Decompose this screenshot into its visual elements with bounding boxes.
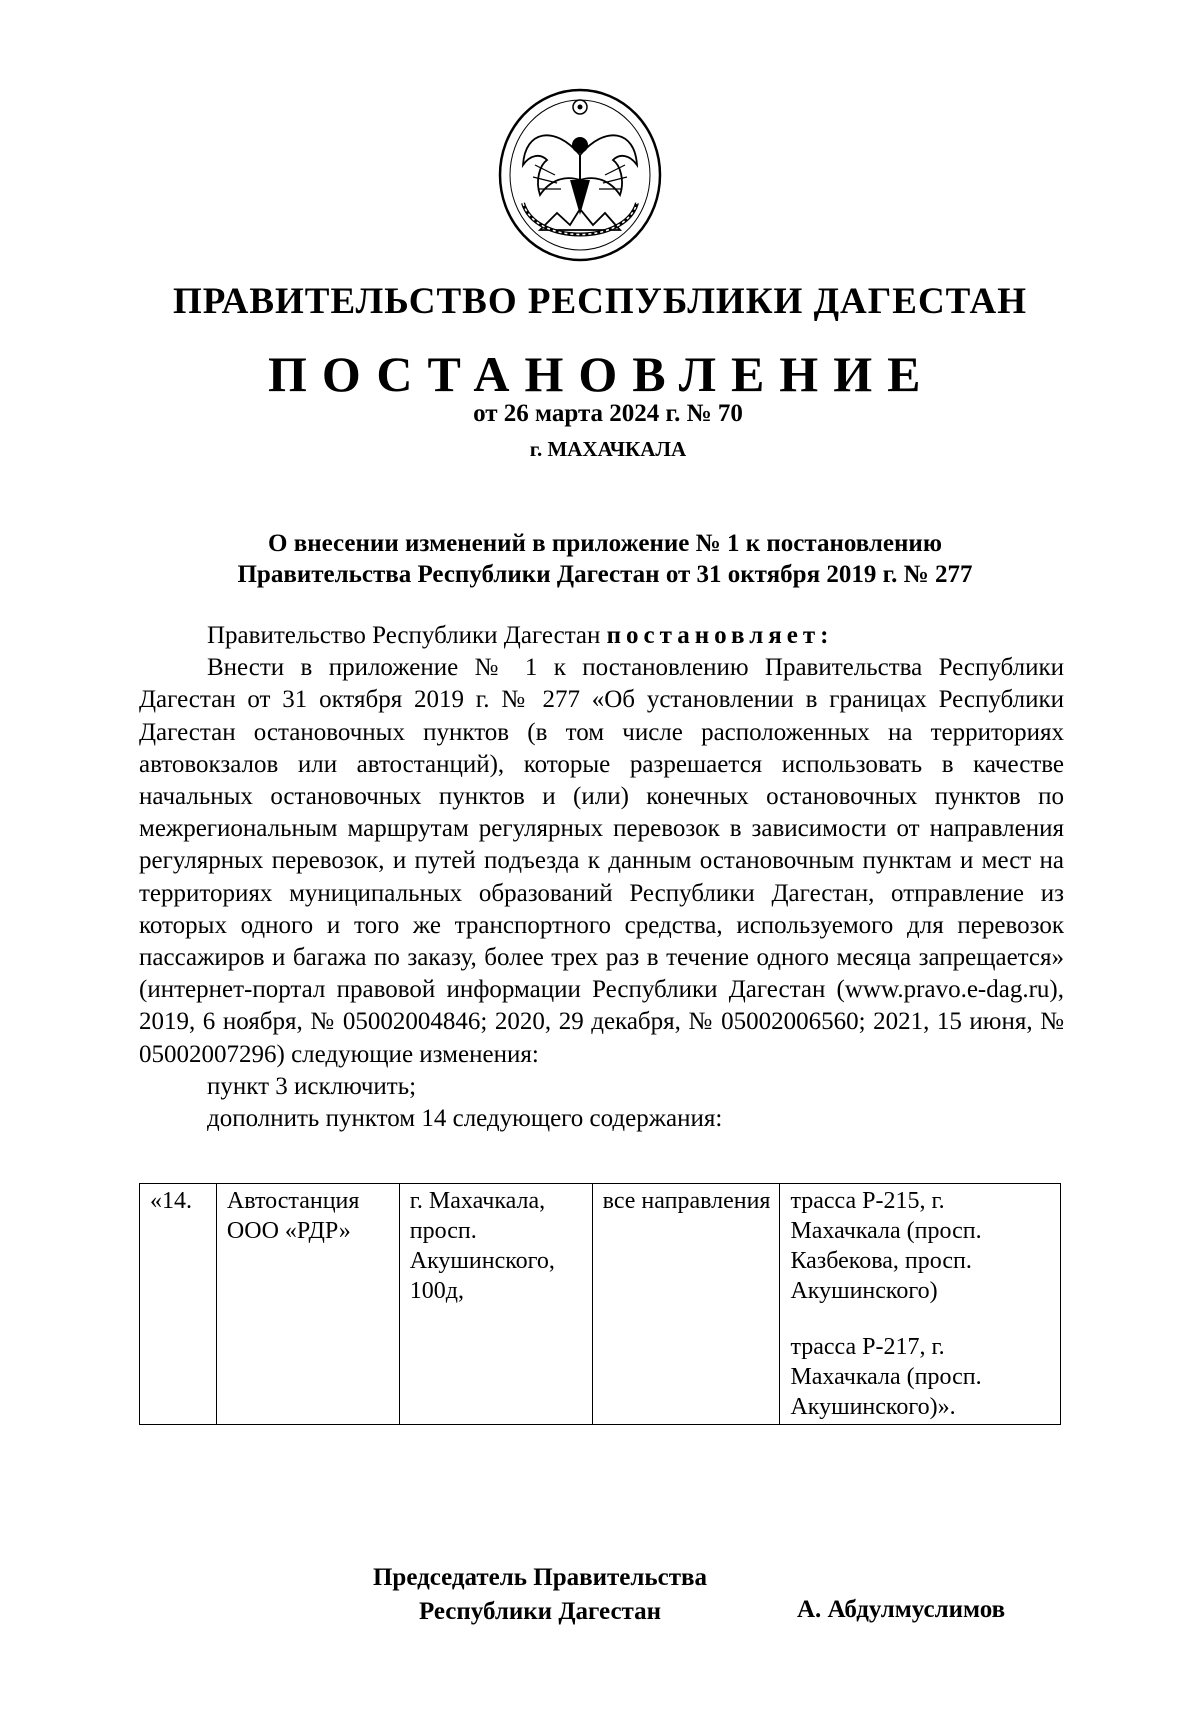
intro-subject: Правительство Республики Дагестан [207, 622, 607, 649]
document-city: г. МАХАЧКАЛА [529, 437, 687, 461]
subject-line-2: Правительства Республики Дагестан от 31 октября 2019 г. № 277 [237, 561, 973, 588]
route-2: трасса Р-217, г. Махачкала (просп. Акушинского)». [790, 1334, 982, 1420]
signer-position-line-2: Республики Дагестан [418, 1598, 662, 1625]
main-paragraph: Внести в приложение № 1 к постановлению Правительства Республики Дагестан от 31 октября 2019 г. № 277 «Об установлении в границах Республики Дагестан остановочных пунктов (в том числе расположенных на территориях автовокзалов или автостанций), которые разрешается использовать в качестве начальных остановочных пунктов и (или) конечных остановочных пунктов по межрегиональным маршрутам регулярных перевозок в зависимости от направления регулярных перевозок, и путей подъезда к данным остановочным пунктам и мест на территориях муниципальных образований Республики Дагестан, отправление из которых одного и того же транспортного средства, используемого для перевозок пассажиров и багажа по заказу, более трех раз в течение одного месяца запрещается» (интернет-портал правовой информации Республики Дагестан (www.pravo.e-dag.ru), 2019, 6 ноября, № 05002004846; 2020, 29 декабря, № 05002006560; 2021, 15 июня, № 05002007296) следующие изменения: [139, 654, 1064, 1068]
signer-position [350, 1561, 730, 1629]
government-title: ПРАВИТЕЛЬСТВО РЕСПУБЛИКИ ДАГЕСТАН [172, 281, 1028, 322]
cell-address: г. Махачкала, просп. Акушинского, 100д, [399, 1184, 592, 1425]
stops-table [139, 1183, 1061, 1425]
table-row [140, 1184, 1061, 1425]
cell-number: «14. [140, 1184, 217, 1425]
signer-name: А. Абдулмуслимов [797, 1596, 1006, 1623]
document-type-title: ПОСТАНОВЛЕНИЕ [268, 346, 936, 402]
item-add: дополнить пунктом 14 следующего содержания: [207, 1105, 723, 1133]
subject-line-1: О внесении изменений в приложение № 1 к постановлению [268, 530, 942, 557]
document-body [139, 620, 1064, 1135]
document-subject [150, 528, 1060, 590]
intro-verb: постановляет: [606, 622, 834, 649]
item-exclude: пункт 3 исключить; [207, 1072, 417, 1100]
document-date-number: от 26 марта 2024 г. № 70 [473, 400, 743, 427]
coat-of-arms-emblem [495, 85, 665, 265]
route-spacer [790, 1306, 1052, 1332]
cell-station: Автостанция ООО «РДР» [216, 1184, 399, 1425]
signer-position-line-1: Председатель Правительства [372, 1564, 708, 1591]
cell-directions: все направления [592, 1184, 780, 1425]
resolution-intro [139, 620, 1064, 652]
route-1: трасса Р-215, г. Махачкала (просп. Казбекова, просп. Акушинского) [790, 1188, 982, 1304]
cell-routes [780, 1184, 1061, 1425]
